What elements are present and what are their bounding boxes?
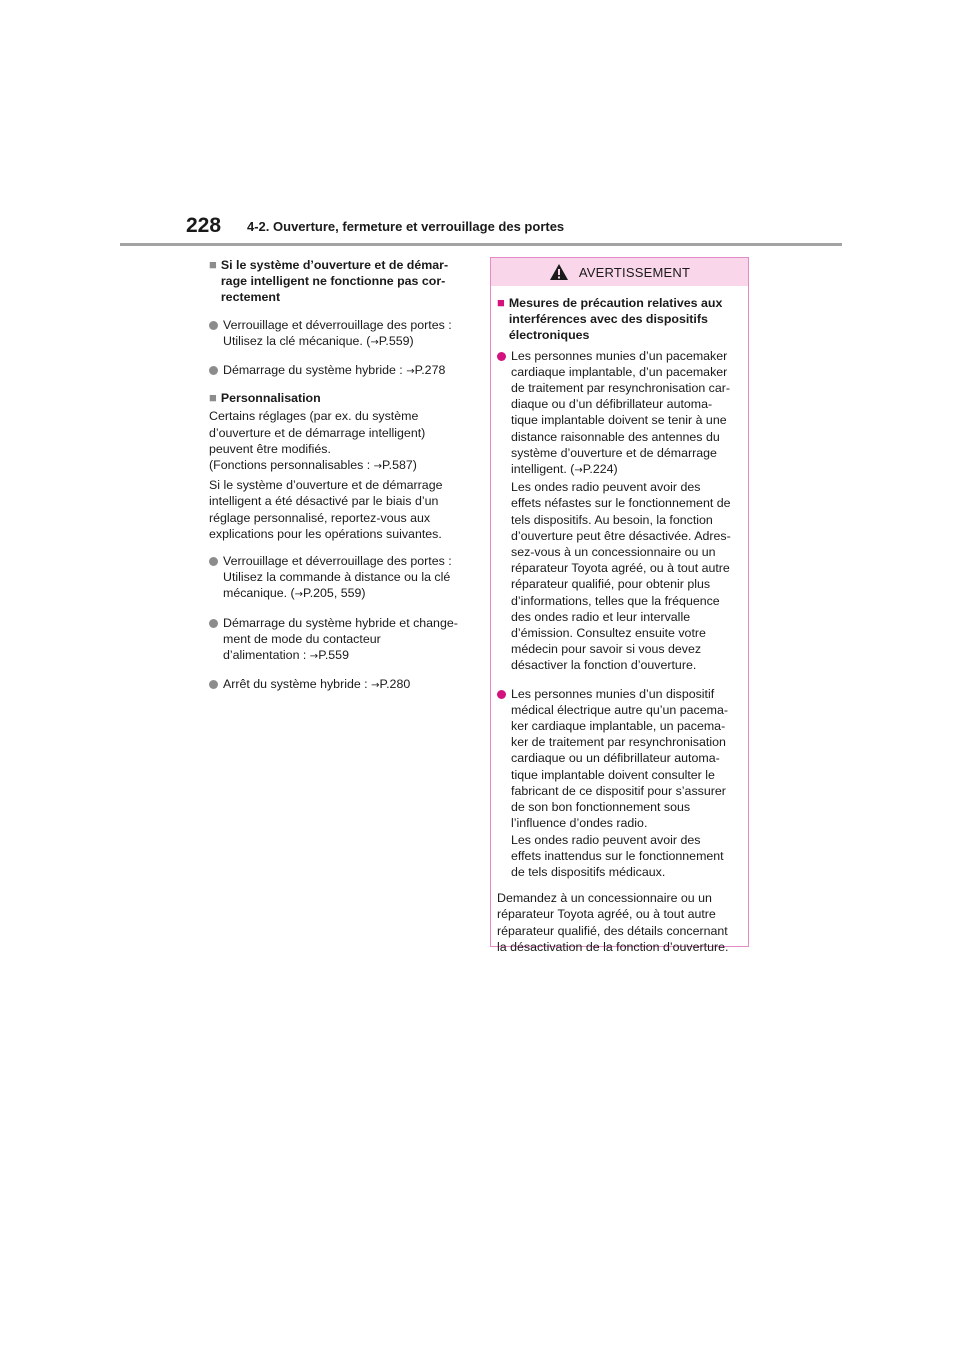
list-item: Arrêt du système hybride : →P.280 [209,676,471,694]
square-bullet-icon: ■ [497,295,505,310]
item-line: Utilisez la clé mécanique. (→P.559) [223,333,414,348]
list-item [209,317,471,351]
list-item: Les personnes munies d’un dispositif médical électrique autre qu’un pacema- ker cardiaque implantable, un pacema- ker de traitement par resynchronisation cardiaque ou un défibrillateur automa- tique implantable doivent consulter le fabricant de ce dispositif pour s’assurer de son bon fonctionnement sous l’influence d’ondes radio. Les ondes radio peuvent avoir des effets inattendus sur le fonctionnement de tels dispositifs médicaux. [497,686,736,880]
warning-heading: ■ Mesures de précaution relatives aux interférences avec des dispositifs électroniques [497,295,723,343]
paragraph: Demandez à un concessionnaire ou un réparateur Toyota agréé, ou à tout autre réparateur qualifié, des détails concernant la désactivation de la fonction d’ouverture. [497,891,729,954]
heading-line: rage intelligent ne fonctionne pas cor- [220,274,446,289]
item-line: Démarrage du système hybride : →P.278 [223,363,446,378]
bullet-icon [497,686,511,880]
warning-body [491,286,748,955]
paragraph: Si le système d’ouverture et de démarrage intelligent a été désactivé par le biais d’un réglage personnalisé, reportez-vous aux explications pour les opérations suivantes. [209,478,443,541]
arrow-icon: → [373,461,382,473]
section-title: 4-2. Ouverture, fermeture et verrouillage des portes [247,219,565,234]
arrow-icon: → [371,680,380,692]
list-item: Verrouillage et déverrouillage des portes : Utilisez la commande à distance ou la clé mécanique. (→P.205, 559) [209,553,471,604]
warning-box [490,257,749,954]
bullet-icon [497,348,511,674]
bullet-icon [209,553,223,604]
left-column [209,257,471,694]
heading-personnalisation [209,390,471,406]
arrow-icon: → [309,651,319,663]
heading-line: rectement [220,290,281,305]
page-number: 228 [186,214,222,237]
bullet-icon [209,362,223,380]
bullet-icon [209,676,223,694]
warning-header [491,258,748,286]
square-bullet-icon: ■ [209,257,217,272]
paragraph: Certains réglages (par ex. du système d’ouverture et de démarrage intelligent) peuvent être modifiés. (Fonctions personnalisables : →P.587) [209,409,426,473]
arrow-icon: → [406,366,415,378]
bullet-icon [209,317,223,351]
bullet-icon [209,615,223,666]
list-item: Les personnes munies d’un pacemaker cardiaque implantable, d’un pacemaker de traitement par resynchronisation car- diaque ou d’un défibrillateur automa- tique implantable doivent se tenir à une distance raisonnable des antennes du système d’ouverture et de démarrage intelligent. (→P.224) Les ondes radio peuvent avoir des effets néfastes sur le fonctionnement de tels dispositifs. Au besoin, la fonction d’ouverture peut être désactivée. Adres- sez-vous à un concessionnaire ou un réparateur Toyota agréé, ou à tout autre réparateur qualifié, pour obtenir plus d’informations, telles que la fréquence des ondes radio et leur intervalle d’émission. Consultez ensuite votre médecin pour savoir si vous devez désactiver la fonction d’ouverture. [497,348,736,674]
item-line: Verrouillage et déverrouillage des portes : [223,317,452,332]
square-bullet-icon: ■ [209,390,217,406]
heading-line: Personnalisation [220,391,321,406]
warning-title: AVERTISSEMENT [578,264,691,280]
arrow-icon: → [370,336,379,348]
heading-line: Si le système d’ouverture et de démar- [220,258,449,272]
arrow-icon: → [294,589,304,601]
warning-triangle-icon [549,263,569,281]
list-item: Démarrage du système hybride et change- ment de mode du contacteur d’alimentation : →P.559 [209,615,471,666]
heading-smart-system-failure [209,257,471,306]
arrow-icon: → [574,465,583,477]
list-item [209,362,471,380]
header-rule [120,243,842,246]
